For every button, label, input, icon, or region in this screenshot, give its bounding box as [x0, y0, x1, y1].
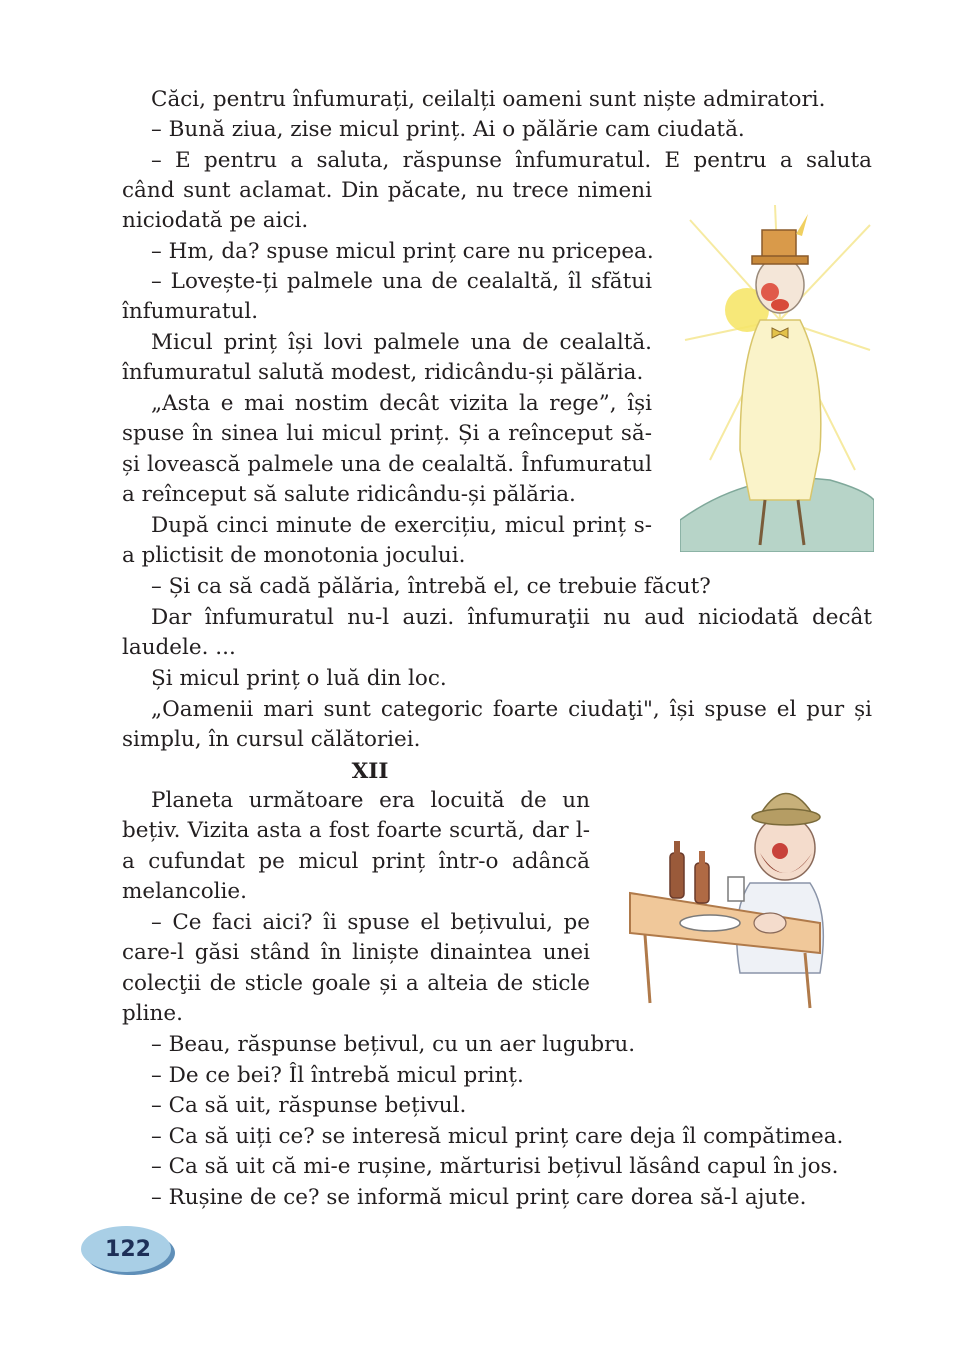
text-line: melancolie.	[122, 879, 247, 904]
text-line: înfumuratul.	[122, 299, 259, 324]
conceited-man-illustration	[680, 200, 874, 552]
text-line: înfumuratul salută modest, ridicându-și pălăria.	[122, 360, 644, 385]
text-line: Planeta următoare era locuită de un	[151, 788, 590, 813]
text-line: Căci, pentru înfumurați, ceilalți oameni sunt niște admiratori.	[151, 87, 826, 112]
text-line: Micul prinț își lovi palmele una de cealaltă.	[151, 330, 652, 355]
drunkard-illustration	[620, 773, 862, 1011]
text-line: a plictisit de monotonia jocului.	[122, 543, 466, 568]
text-line: – De ce bei? Îl întrebă micul prinț.	[151, 1063, 524, 1088]
text-line: – Ca să uit că mi-e rușine, mărturisi bețivul lăsând capul în jos.	[151, 1154, 839, 1179]
text-line: – Rușine de ce? se informă micul prinț care dorea să-l ajute.	[151, 1185, 807, 1210]
text-line: simplu, în cursul călătoriei.	[122, 727, 421, 752]
text-line: laudele. ...	[122, 635, 236, 660]
text-line: niciodată pe aici.	[122, 208, 309, 233]
text-line: „Asta e mai nostim decât vizita la rege”, își	[151, 391, 652, 416]
text-line: care-l găsi stând în liniște dinaintea unei	[122, 940, 590, 965]
drunkard-drawing	[620, 773, 862, 1011]
text-line: – Ca să uiți ce? se interesă micul prinț care deja îl compătimea.	[151, 1124, 844, 1149]
page-number: 122	[105, 1237, 151, 1262]
text-line: când sunt aclamat. Din păcate, nu trece nimeni	[122, 178, 652, 203]
text-line: – Ca să uit, răspunse bețivul.	[151, 1093, 467, 1118]
text-line: – Bună ziua, zise micul prinț. Ai o pălărie cam ciudată.	[151, 117, 745, 142]
text-line: După cinci minute de exercițiu, micul prinț s-	[151, 513, 652, 538]
text-line: a reînceput să salute ridicându-și pălăria.	[122, 482, 576, 507]
text-line: – Și ca să cadă pălăria, întrebă el, ce trebuie făcut?	[151, 574, 711, 599]
text-line: și lovească palmele una de cealaltă. Înfumuratul	[122, 452, 652, 477]
conceited-man-drawing	[680, 200, 874, 552]
text-line: Dar înfumuratul nu-l auzi. înfumuraţii nu aud niciodată decât	[151, 605, 872, 630]
text-line: spuse în sinea lui micul prinț. Și a reînceput să-	[122, 421, 652, 446]
text-line: – Beau, răspunse bețivul, cu un aer lugubru.	[151, 1032, 636, 1057]
text-line: „Oamenii mari sunt categoric foarte ciudaţi", își spuse el pur și	[151, 697, 872, 722]
text-line: – Ce faci aici? îi spuse el bețivului, pe	[151, 910, 590, 935]
text-line: – Lovește-ți palmele una de cealaltă, îl sfătui	[151, 269, 652, 294]
text-line: bețiv. Vizita asta a fost foarte scurtă, dar l-	[122, 818, 590, 843]
text-line: colecţii de sticle goale și a alteia de sticle	[122, 971, 590, 996]
text-line: a cufundat pe micul prinț într-o adâncă	[122, 849, 590, 874]
text-line: Și micul prinț o luă din loc.	[151, 666, 447, 691]
text-line: – E pentru a saluta, răspunse înfumuratul. E pentru a saluta	[151, 148, 872, 173]
section-heading: XII	[351, 759, 389, 784]
text-line: pline.	[122, 1001, 183, 1026]
text-line: – Hm, da? spuse micul prinț care nu pricepea.	[151, 239, 654, 264]
